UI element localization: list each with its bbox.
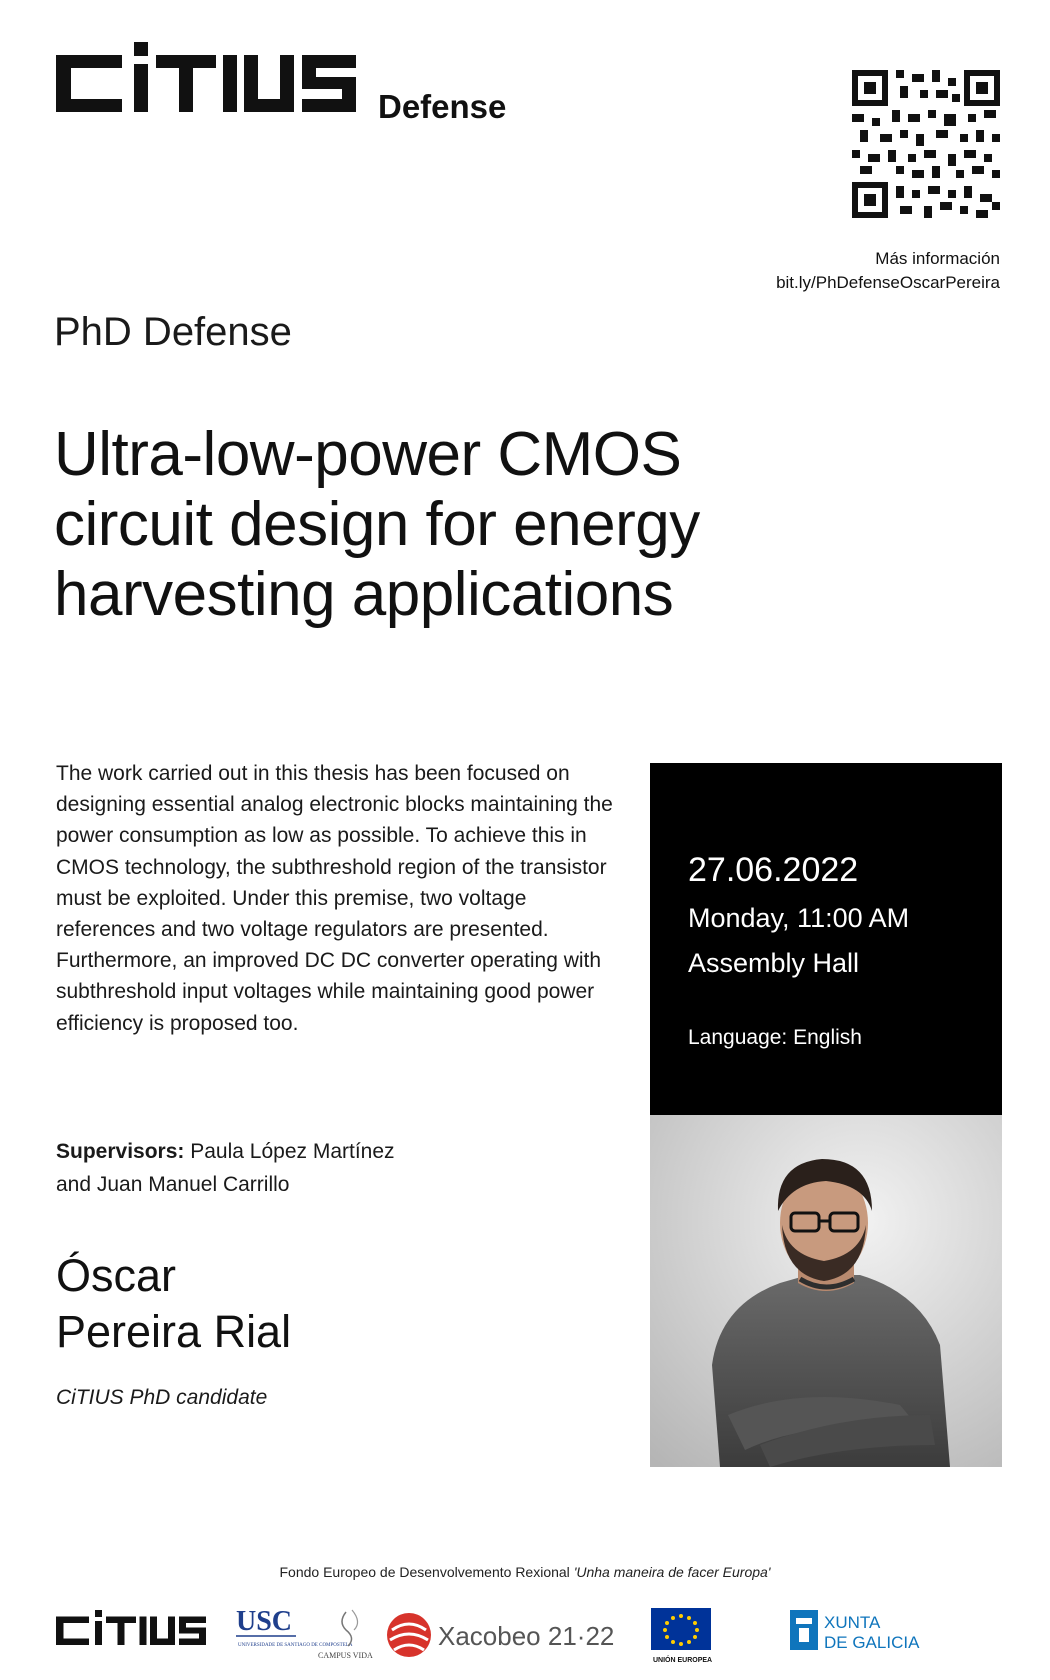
funding-motto: 'Unha maneira de facer Europa' [573, 1564, 771, 1580]
supervisors-names-line2: and Juan Manuel Carrillo [56, 1173, 290, 1196]
citius-footer-logo [56, 1610, 206, 1645]
campus-vida-logo [318, 1610, 373, 1660]
citius-logo [56, 42, 356, 122]
event-language: Language: English [688, 1026, 862, 1049]
event-time: Monday, 11:00 AM [688, 903, 910, 933]
partner-logos [56, 1600, 1006, 1670]
svg-text:XUNTA: XUNTA [824, 1613, 881, 1632]
xacobeo-logo [387, 1613, 614, 1657]
candidate-last-name: Pereira Rial [56, 1306, 292, 1357]
svg-text:Xacobeo 21·22: Xacobeo 21·22 [438, 1621, 615, 1651]
supervisors-names-line1: Paula López Martínez [190, 1140, 395, 1163]
candidate-name [56, 1248, 291, 1360]
thesis-abstract: The work carried out in this thesis has been focused on designing essential analog electronic blocks maintaining the power consumption as low as possible. To achieve this in CMOS technology, the subthreshold region of the transistor must be exploited. Under this premise, two voltage references and two voltage regulators are presented. Furthermore, an improved DC DC converter operating with subthreshold input voltages while maintaining good power efficiency is proposed too. [56, 762, 613, 1035]
eu-flag-logo [651, 1608, 712, 1664]
event-details-box [650, 763, 1002, 1115]
funding-note [0, 1564, 1050, 1580]
xunta-galicia-logo [790, 1610, 920, 1652]
more-info [776, 247, 1000, 295]
svg-text:DE GALICIA: DE GALICIA [824, 1633, 920, 1652]
svg-text:UNIÓN EUROPEA: UNIÓN EUROPEA [653, 1657, 713, 1664]
supervisors-label: Supervisors: [56, 1140, 185, 1163]
candidate-first-name: Óscar [56, 1250, 177, 1301]
supervisors [56, 1135, 536, 1201]
usc-logo [236, 1606, 353, 1648]
funding-text: Fondo Europeo de Desenvolvemento Rexional [279, 1564, 570, 1580]
event-type-heading: PhD Defense [54, 310, 292, 354]
more-info-label: Más información [875, 249, 1000, 268]
logo-subtitle: Defense [378, 88, 507, 125]
more-info-link[interactable]: bit.ly/PhDefenseOscarPereira [776, 273, 1000, 292]
qr-code-icon[interactable] [852, 70, 1000, 218]
event-place: Assembly Hall [688, 948, 860, 978]
candidate-role: CiTIUS PhD candidate [56, 1386, 268, 1409]
event-date: 27.06.2022 [688, 851, 859, 889]
candidate-photo [650, 1115, 1002, 1467]
svg-text:UNIVERSIDADE DE SANTIAGO DE CO: UNIVERSIDADE DE SANTIAGO DE COMPOSTELA [238, 1643, 353, 1648]
thesis-title: Ultra-low-power CMOS circuit design for energy harvesting applications [54, 420, 700, 629]
svg-text:USC: USC [236, 1606, 293, 1637]
svg-text:CAMPUS VIDA: CAMPUS VIDA [318, 1651, 373, 1660]
